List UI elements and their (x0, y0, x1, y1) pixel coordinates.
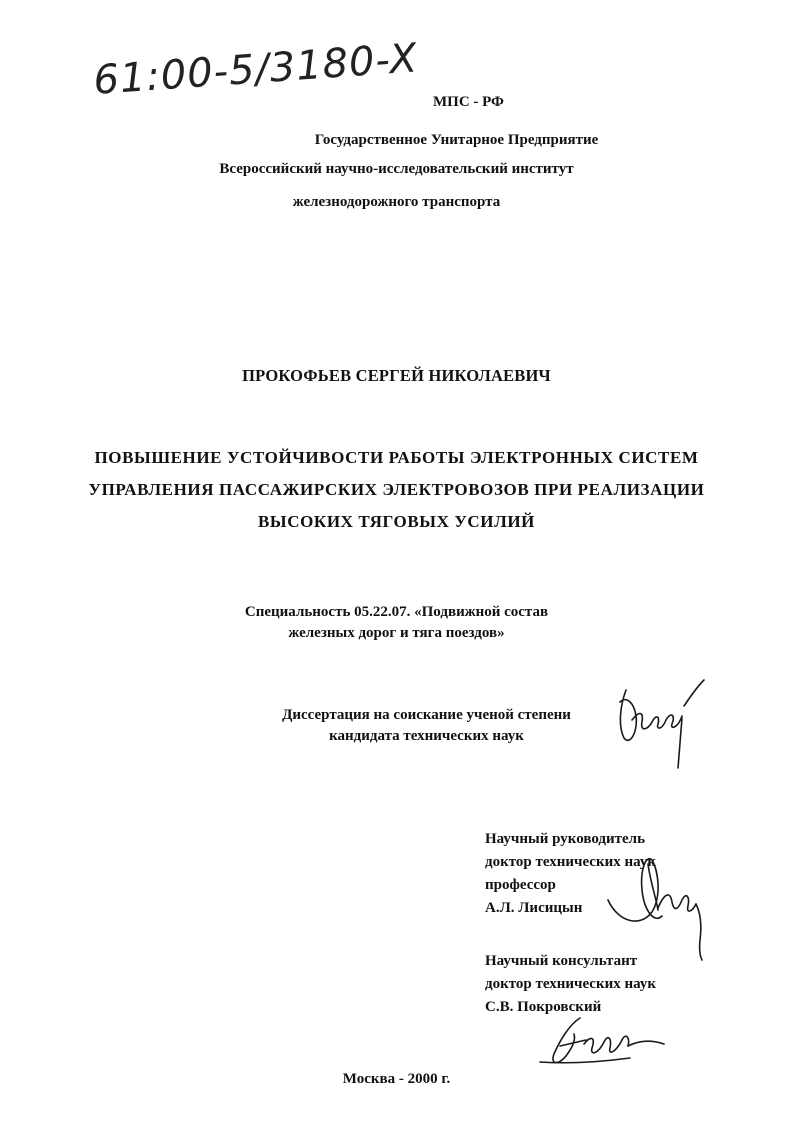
institute-name-line1: Всероссийский научно-исследовательский институт (219, 161, 574, 177)
organization-name: Государственное Унитарное Предприятие (314, 132, 599, 148)
supervisor-signature (600, 850, 720, 965)
supervisor-name: А.Л. Лисицын (485, 900, 583, 916)
archive-code-handwritten: 61:00-5/3180-X (92, 35, 420, 104)
consultant-block (485, 950, 656, 1019)
supervisor-role: Научный руководитель (485, 831, 645, 847)
consultant-signature (540, 1010, 670, 1070)
consultant-role: Научный консультант (485, 953, 638, 969)
consultant-degree: доктор технических наук (485, 976, 657, 992)
city-year: Москва - 2000 г. (342, 1071, 451, 1087)
dissertation-line1: Диссертация на соискание ученой степени (282, 707, 571, 723)
specialty-line2: железных дорог и тяга поездов» (288, 625, 505, 641)
author-signature (612, 676, 712, 776)
dissertation-line2: кандидата технических наук (329, 728, 524, 744)
institute-name-line2: железнодорожного транспорта (292, 194, 501, 210)
consultant-name: С.В. Покровский (485, 999, 602, 1015)
thesis-title-line2: УПРАВЛЕНИЯ ПАССАЖИРСКИХ ЭЛЕКТРОВОЗОВ ПРИ РЕАЛИЗАЦИИ (88, 480, 705, 499)
specialty-line1: Специальность 05.22.07. «Подвижной состав (244, 604, 549, 620)
thesis-title-line1: ПОВЫШЕНИЕ УСТОЙЧИВОСТИ РАБОТЫ ЭЛЕКТРОННЫХ СИСТЕМ (94, 448, 699, 467)
author-name: ПРОКОФЬЕВ СЕРГЕЙ НИКОЛАЕВИЧ (242, 366, 551, 385)
supervisor-degree: доктор технических наук (485, 854, 657, 870)
ministry-label: МПС - РФ (433, 94, 504, 110)
thesis-title-line3: ВЫСОКИХ ТЯГОВЫХ УСИЛИЙ (257, 512, 536, 531)
supervisor-rank: профессор (485, 877, 556, 893)
